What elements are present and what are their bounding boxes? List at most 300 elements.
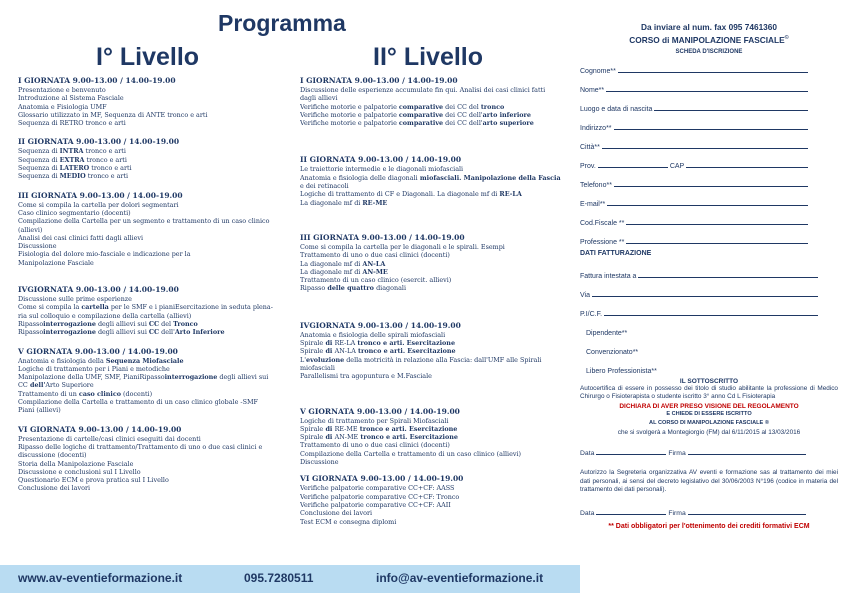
program-line: [300, 119, 578, 127]
codfiscale-field[interactable]: [580, 209, 838, 228]
program-line-text: Presentazione di cartelle/casi clinici eseguiti dai docenti: [18, 434, 201, 443]
program-line: [300, 356, 578, 364]
program-line-bold: comparative: [398, 119, 444, 128]
program-line-text: Compilazione della Cartella e trattamento di un caso clinico (allievi): [300, 449, 522, 458]
program-line-text: AN-ME: [334, 433, 359, 442]
copyright-mark: ©: [784, 35, 789, 41]
footer-website[interactable]: www.av-eventieformazione.it: [18, 571, 183, 585]
program-line-bold: delle quattro: [325, 284, 377, 293]
program-line-text: degli allievi sui: [95, 319, 149, 328]
citta-line[interactable]: [602, 148, 808, 149]
program-line-text: Conclusione dei lavori: [300, 509, 373, 518]
program-line: [18, 443, 290, 451]
program-line-text: dagli allievi: [300, 94, 338, 103]
level2-day-5: [300, 407, 578, 467]
convenzionato-label: Convenzionato**: [586, 348, 639, 356]
program-line-text: ria sul colloquio e compilazione della cartella (allievi): [18, 311, 192, 320]
fatturazione-header: DATI FATTURAZIONE: [580, 249, 652, 257]
firma-label-2: Firma: [668, 509, 686, 517]
program-line: [18, 111, 290, 119]
program-line: [18, 234, 290, 242]
program-line: [300, 425, 578, 433]
program-line-bold: di: [323, 433, 335, 442]
firma-label-1: Firma: [668, 449, 686, 457]
program-line-text: Manipolazione Fasciale: [18, 258, 94, 267]
email-field[interactable]: [580, 190, 838, 209]
program-line-bold: di: [323, 339, 335, 348]
program-line-bold: Arto Inferiore: [174, 328, 225, 337]
level1-title: I° Livello: [96, 43, 200, 71]
program-line: [18, 147, 290, 155]
level2-day-3: [300, 233, 578, 293]
program-line: [300, 493, 578, 501]
day-title: I GIORNATA 9.00-13.00 / 14.00-19.00: [300, 76, 458, 85]
program-line-text: Verifiche palpatorie comparative CC+CF: AASS: [300, 484, 455, 493]
program-line-bold: tronco e arti. Esercitazione: [357, 424, 458, 433]
level1-day-6: [18, 425, 290, 493]
footer-bar: [0, 565, 580, 593]
program-line: [18, 312, 290, 320]
program-line-text: Arto Superiore: [45, 381, 94, 390]
program-line: [300, 284, 578, 292]
program-line-text: Glossario utilizzato in MF, Sequenza di ANTE tronco e arti: [18, 110, 208, 119]
program-line-text: Analisi dei casi clinici fatti dagli allievi: [18, 233, 144, 242]
program-line-text: tronco e arti: [85, 172, 129, 181]
program-line: [300, 190, 578, 198]
program-line: [18, 250, 290, 258]
convenzionato-option[interactable]: [580, 338, 838, 357]
program-line: [18, 381, 290, 389]
program-line: [18, 451, 290, 459]
piva-line[interactable]: [604, 315, 818, 316]
program-line-bold: miofasciali. Manipolazione della Fascia: [417, 173, 561, 182]
program-line-bold: arto superiore: [482, 119, 534, 128]
professione-field[interactable]: [580, 228, 838, 247]
luogo-line[interactable]: [654, 110, 808, 111]
program-line-text: Anatomia e fisiologia della: [18, 356, 106, 365]
program-line-text: Sequenza di RETRO tronco e arti: [18, 119, 126, 128]
level2-program: [300, 76, 578, 534]
program-line: [300, 199, 578, 207]
program-line: [18, 373, 290, 381]
data-label-2: Data: [580, 509, 595, 517]
program-line: [300, 268, 578, 276]
program-line-text: Discussione: [300, 458, 339, 467]
program-line: [18, 460, 290, 468]
sottoscritto-title: IL SOTTOSCRITTO: [679, 377, 739, 385]
program-line-text: La diagonale mf di: [300, 259, 363, 268]
day-title: VI GIORNATA 9.00-13.00 / 14.00-19.00: [300, 474, 464, 484]
day-title: V GIORNATA 9.00-13.00 / 14.00-19.00: [18, 346, 178, 356]
program-line-text: Le traiettorie intermedie e le diagonali miofasciali: [300, 165, 464, 174]
telefono-line[interactable]: [614, 186, 808, 187]
day-title: II GIORNATA 9.00-13.00 / 14.00-19.00: [18, 137, 180, 147]
program-line-text: Sequenza di: [18, 164, 60, 173]
via-label: Via: [580, 291, 590, 299]
program-line-bold: interrogazione: [43, 328, 96, 337]
piva-label: P.I/C.F.: [580, 310, 603, 318]
program-line-text: Sequenza di: [18, 172, 60, 181]
program-line: [300, 94, 578, 102]
level1-day-5: [18, 347, 290, 415]
program-line: [18, 201, 290, 209]
fattura-intestata-line[interactable]: [638, 277, 818, 278]
program-line: [18, 468, 290, 476]
program-line: [300, 501, 578, 509]
professione-line[interactable]: [626, 243, 808, 244]
program-line: [300, 174, 578, 182]
program-line-bold: caso clinico: [78, 389, 122, 398]
level1-day-4: [18, 285, 290, 336]
program-line-text: Come si compila la: [18, 303, 82, 312]
day-title: VI GIORNATA 9.00-13.00 / 14.00-19.00: [18, 424, 182, 434]
program-line-text: Questionario ECM e prova pratica sul I Livello: [18, 476, 169, 485]
program-line-text: Parallelismi tra agopuntura e M.Fasciale: [300, 372, 432, 381]
program-line-text: Ripasso: [18, 319, 44, 328]
program-line-bold: EXTRA: [59, 155, 85, 164]
day-title: I GIORNATA 9.00-13.00 / 14.00-19.00: [18, 76, 176, 85]
program-line: [300, 509, 578, 517]
svolgera-line: che si svolgerà a Montegiorgio (FM) dal 6/11/2015 al 13/03/2016: [617, 428, 801, 436]
cognome-field[interactable]: [580, 57, 838, 76]
program-line-text: Conclusione dei lavori: [18, 484, 91, 493]
firma-line-1[interactable]: [688, 454, 806, 455]
fax-line: Da inviare al num. fax 095 7461360: [640, 22, 778, 32]
cap-label: CAP: [669, 162, 685, 170]
level2-day-6: [300, 474, 578, 525]
program-line-text: Compilazione della Cartella e trattamento di un caso clinico globale -SMF: [18, 398, 258, 407]
program-line-text: Trattamento di uno o due casi clinici (docenti): [300, 441, 450, 450]
program-line-bold: MEDIO: [59, 172, 86, 181]
program-line-text: Ripasso delle logiche di trattamento/Trattamento di uno o due casi clinici e: [18, 442, 263, 451]
level2-day-4: [300, 321, 578, 381]
program-line-text: Spirale: [300, 433, 324, 442]
program-line-text: dei CC dell': [443, 110, 483, 119]
day-title: III GIORNATA 9.00-13.00 / 14.00-19.00: [300, 232, 465, 242]
program-line-text: miofasciali: [300, 363, 335, 372]
program-line-text: RE-LA: [334, 339, 356, 348]
program-line-text: discussione (docenti): [18, 451, 87, 460]
libero-option[interactable]: [580, 357, 838, 376]
cognome-label: Cognome**: [580, 67, 616, 75]
data-line-2[interactable]: [596, 514, 666, 515]
program-line-text: Piani (allievi): [18, 406, 61, 415]
program-line-text: Verifiche palpatorie comparative CC+CF: AAII: [300, 500, 451, 509]
program-line-text: Discussione: [18, 242, 57, 251]
programma-title: Programma: [218, 10, 346, 36]
via-field[interactable]: [580, 281, 838, 300]
program-line-text: Discussione sulle prime esperienze: [18, 295, 132, 304]
level1-day-3: [18, 191, 290, 267]
autorizzo-text: Autorizzo la Segreteria organizzativa AV eventi e formazione sas al trattamento dei miei dati personali, ai sensi del decreto legislativo del 30/06/2003 N°196 (codice in materia del trattamento dei dati personali).: [580, 468, 838, 494]
program-line-text: L': [300, 355, 307, 364]
program-line: [18, 398, 290, 406]
program-line: [18, 242, 290, 250]
program-line: [300, 103, 578, 111]
program-line-text: tronco e arti: [89, 164, 132, 173]
prov-cap-field[interactable]: [580, 152, 838, 171]
program-line: [18, 86, 290, 94]
program-line: [300, 450, 578, 458]
program-line-text: del: [159, 319, 174, 328]
program-line-text: Verifiche palpatorie comparative CC+CF: Tronco: [300, 492, 460, 501]
email-line[interactable]: [607, 205, 808, 206]
program-line: [300, 458, 578, 466]
program-line-text: La diagonale mf di: [300, 267, 363, 276]
program-line: [300, 417, 578, 425]
level1-day-2: [18, 137, 290, 180]
nome-field[interactable]: [580, 76, 838, 95]
program-line: [18, 390, 290, 398]
program-line-text: Come si compila la cartella per dolori segmentari: [18, 200, 179, 209]
program-line-text: tronco e arti: [83, 147, 126, 156]
email-label: E-mail**: [580, 200, 606, 208]
level1-day-1: [18, 76, 290, 127]
program-line: [300, 347, 578, 355]
program-line: [300, 243, 578, 251]
indirizzo-field[interactable]: [580, 114, 838, 133]
program-line-bold: AN-LA: [362, 259, 386, 268]
program-line-text: Caso clinico segmentario (docenti): [18, 208, 131, 217]
ecm-footnote: ** Dati obbligatori per l'ottenimento dei crediti formativi ECM: [608, 522, 810, 530]
level2-title: II° Livello: [373, 43, 484, 71]
luogo-field[interactable]: [580, 95, 838, 114]
program-line-text: Discussione delle esperienze accumulate fin qui. Analisi dei casi clinici fatti: [300, 86, 546, 94]
luogo-label: Luogo e data di nascita: [580, 105, 653, 113]
program-line-bold: interrogazione: [43, 319, 96, 328]
prov-label: Prov.: [580, 162, 596, 170]
program-line: [300, 251, 578, 259]
program-line-text: tronco e arti: [84, 155, 127, 164]
fattura-intestata-field[interactable]: [580, 262, 838, 281]
program-line-text: diagonali: [376, 284, 406, 293]
codfiscale-line[interactable]: [626, 224, 808, 225]
program-line: [18, 435, 290, 443]
program-line-text: Trattamento di un: [18, 389, 79, 398]
program-line-text: Sequenza di: [18, 147, 60, 156]
nome-label: Nome**: [580, 86, 605, 94]
al-corso-line: AL CORSO DI MANIPOLAZIONE FASCIALE ®: [649, 419, 769, 426]
program-line-text: Fisiologia del dolore mio-fasciale e indicazione per la: [18, 250, 191, 259]
program-line-bold: tronco e arti. Esercitazione: [355, 347, 456, 356]
level2-day-2: [300, 155, 578, 206]
program-line-bold: di: [323, 424, 335, 433]
program-line: [18, 209, 290, 217]
program-line-text: Come si compila la cartella per le diagonali e le spirali. Esempi: [300, 242, 505, 251]
program-line-text: RE-ME: [334, 424, 358, 433]
program-line: [18, 406, 290, 414]
program-line: [300, 433, 578, 441]
registration-form: [580, 22, 838, 530]
program-line-text: Verifiche motorie e palpatorie: [300, 102, 399, 111]
level2-day-1: [300, 76, 578, 127]
data-line-1[interactable]: [596, 454, 666, 455]
program-line: [300, 260, 578, 268]
program-line: [18, 156, 290, 164]
piva-field[interactable]: [580, 300, 838, 319]
footer-phone: 095.7280511: [244, 571, 314, 585]
level1-program: [18, 76, 290, 501]
program-line: [18, 295, 290, 303]
program-line-text: Spirale: [300, 347, 324, 356]
program-line: [18, 172, 290, 180]
date-signature-row-2[interactable]: [580, 501, 838, 517]
program-line-text: dei CC dell': [443, 119, 483, 128]
program-line-bold: LATERO: [59, 164, 90, 173]
citta-label: Città**: [580, 143, 600, 151]
program-line: [18, 303, 290, 311]
program-line-text: AN-LA: [334, 347, 356, 356]
program-line: [300, 111, 578, 119]
cognome-line[interactable]: [618, 72, 808, 73]
program-line-text: (docenti): [121, 389, 153, 398]
program-line-bold: CC: [148, 328, 160, 337]
program-line-bold: RE-ME: [362, 198, 388, 207]
program-line-text: dei CC del: [443, 102, 481, 111]
program-line-text: Manipolazione della UMF, SMF, PianiRipasso: [18, 373, 165, 382]
program-line: [300, 339, 578, 347]
program-line: [300, 484, 578, 492]
program-line-bold: Sequenza Miofasciale: [105, 356, 184, 365]
program-line-text: Anatomia e fisiologia delle diagonali: [300, 173, 418, 182]
program-line: [18, 259, 290, 267]
program-line-text: degli allievi sui: [217, 373, 269, 382]
program-line-text: Compilazione della Cartella per un segmento e trattamento di un caso clinico: [18, 217, 270, 226]
program-line-bold: Tronco: [173, 319, 198, 328]
program-line-text: per le SMF e i pianiEsercitazione in seduta plena-: [108, 303, 273, 312]
program-line-text: Anatomia e Fisiologia UMF: [18, 102, 107, 111]
program-line: [18, 320, 290, 328]
firma-line-2[interactable]: [688, 514, 806, 515]
program-line-bold: comparative: [398, 110, 444, 119]
program-line-bold: arto inferiore: [482, 110, 531, 119]
dipendente-label: Dipendente**: [586, 329, 628, 337]
program-line-bold: dell': [27, 381, 46, 390]
program-line-bold: tronco e arti. Esercitazione: [355, 339, 456, 348]
program-line-text: Ripasso: [18, 328, 44, 337]
chiede-line: E CHIEDE DI ESSERE ISCRITTO: [666, 410, 752, 417]
program-line-text: Verifiche motorie e palpatorie: [300, 110, 399, 119]
program-line: [18, 103, 290, 111]
program-line: [300, 372, 578, 380]
telefono-label: Telefono**: [580, 181, 612, 189]
program-line-text: Verifiche motorie e palpatorie: [300, 119, 399, 128]
program-line: [300, 165, 578, 173]
course-title: [580, 33, 838, 46]
program-line-text: Spirale: [300, 339, 324, 348]
program-line-text: (allievi): [18, 225, 43, 234]
footer-email[interactable]: info@av-eventieformazione.it: [376, 571, 544, 585]
professione-label: Professione **: [580, 238, 625, 246]
program-line: [18, 484, 290, 492]
program-line-text: dell': [159, 328, 175, 337]
program-line-text: La diagonale mf di: [300, 198, 363, 207]
program-line-text: Logiche di trattamento per Spirali Miofasciali: [300, 416, 449, 425]
program-line: [300, 331, 578, 339]
indirizzo-label: Indirizzo**: [580, 124, 612, 132]
program-line: [18, 217, 290, 225]
program-line-text: Trattamento di un caso clinico (esercit. allievi): [300, 276, 452, 285]
program-line: [300, 364, 578, 372]
cap-line[interactable]: [686, 167, 808, 168]
program-line-bold: cartella: [81, 303, 109, 312]
program-line-text: Trattamento di uno o due casi clinici (docenti): [300, 251, 450, 260]
program-line: [18, 164, 290, 172]
program-line-bold: CC: [148, 319, 160, 328]
day-title: V GIORNATA 9.00-13.00 / 14.00-19.00: [300, 406, 460, 416]
program-line-bold: INTRA: [59, 147, 84, 156]
program-line-text: della motricità in relazione alla Fascia: dall'UMF alle Spirali: [344, 355, 542, 364]
program-line: [300, 276, 578, 284]
prov-line[interactable]: [598, 167, 668, 168]
telefono-field[interactable]: [580, 171, 838, 190]
fattura-intestata-label: Fattura intestata a: [580, 272, 637, 280]
program-line: [18, 476, 290, 484]
program-line-bold: tronco: [480, 102, 505, 111]
program-line-bold: RE-LA: [499, 190, 522, 199]
codfiscale-label: Cod.Fiscale **: [580, 219, 625, 227]
program-line-text: Test ECM e consegna diplomi: [300, 517, 397, 526]
program-line-bold: evoluzione: [306, 355, 345, 364]
day-title: IVGIORNATA 9.00-13.00 / 14.00-19.00: [18, 285, 179, 295]
course-title-text: CORSO di MANIPOLAZIONE FASCIALE: [629, 34, 785, 45]
via-line[interactable]: [592, 296, 818, 297]
day-title: II GIORNATA 9.00-13.00 / 14.00-19.00: [300, 155, 462, 165]
day-title: IVGIORNATA 9.00-13.00 / 14.00-19.00: [300, 320, 461, 330]
indirizzo-line[interactable]: [614, 129, 808, 130]
program-line-bold: interrogazione: [164, 373, 218, 382]
program-line: [300, 441, 578, 449]
program-line-text: Logiche di trattamento per i Piani e metodiche: [18, 364, 170, 373]
program-line: [18, 357, 290, 365]
program-line: [300, 182, 578, 190]
program-line-text: CC: [18, 381, 28, 390]
citta-field[interactable]: [580, 133, 838, 152]
program-line: [18, 328, 290, 336]
data-label-1: Data: [580, 449, 595, 457]
sottoscritto-text: Autocertifica di essere in possesso dei titolo di studio abilitante la professione di Medico Chirurgo o Fisioterapista o studente iscritto 3° anno Cd L Fisioterapia: [580, 384, 838, 401]
dipendente-option[interactable]: [580, 319, 838, 338]
program-line: [18, 226, 290, 234]
program-line-text: Ripasso: [300, 284, 326, 293]
program-line-text: Introduzione al Sistema Fasciale: [18, 94, 124, 103]
program-line-text: degli allievi sui: [95, 328, 149, 337]
program-line-text: Anatomia e fisiologia delle spirali miofasciali: [300, 330, 446, 339]
libero-label: Libero Professionista**: [586, 367, 657, 375]
regolamento-declaration: DICHIARA DI AVER PRESO VISIONE DEL REGOLAMENTO: [619, 402, 799, 410]
program-line: [18, 119, 290, 127]
program-line-bold: di: [323, 347, 335, 356]
program-line-text: Discussione e conclusioni sul I Livello: [18, 467, 141, 476]
program-line-text: Sequenza di: [18, 155, 60, 164]
program-line-text: Logiche di trattamento di CF e Diagonali. La diagonale mf di: [300, 190, 500, 199]
program-line-bold: comparative: [398, 102, 444, 111]
date-signature-row-1[interactable]: [580, 441, 838, 457]
program-line: [18, 365, 290, 373]
program-line: [18, 94, 290, 102]
day-title: III GIORNATA 9.00-13.00 / 14.00-19.00: [18, 190, 183, 200]
program-line: [300, 86, 578, 94]
program-line-text: Storia della Manipolazione Fasciale: [18, 459, 134, 468]
program-line-text: Spirale: [300, 424, 324, 433]
program-line-text: Presentazione e benvenuto: [18, 86, 106, 94]
program-line-bold: tronco e arti. Esercitazione: [358, 433, 458, 442]
scheda-title: SCHEDA D'ISCRIZIONE: [675, 48, 743, 55]
program-line-bold: AN-ME: [362, 267, 388, 276]
program-line-text: e dei retinacoli: [300, 182, 349, 191]
nome-line[interactable]: [606, 91, 808, 92]
program-line: [300, 518, 578, 526]
